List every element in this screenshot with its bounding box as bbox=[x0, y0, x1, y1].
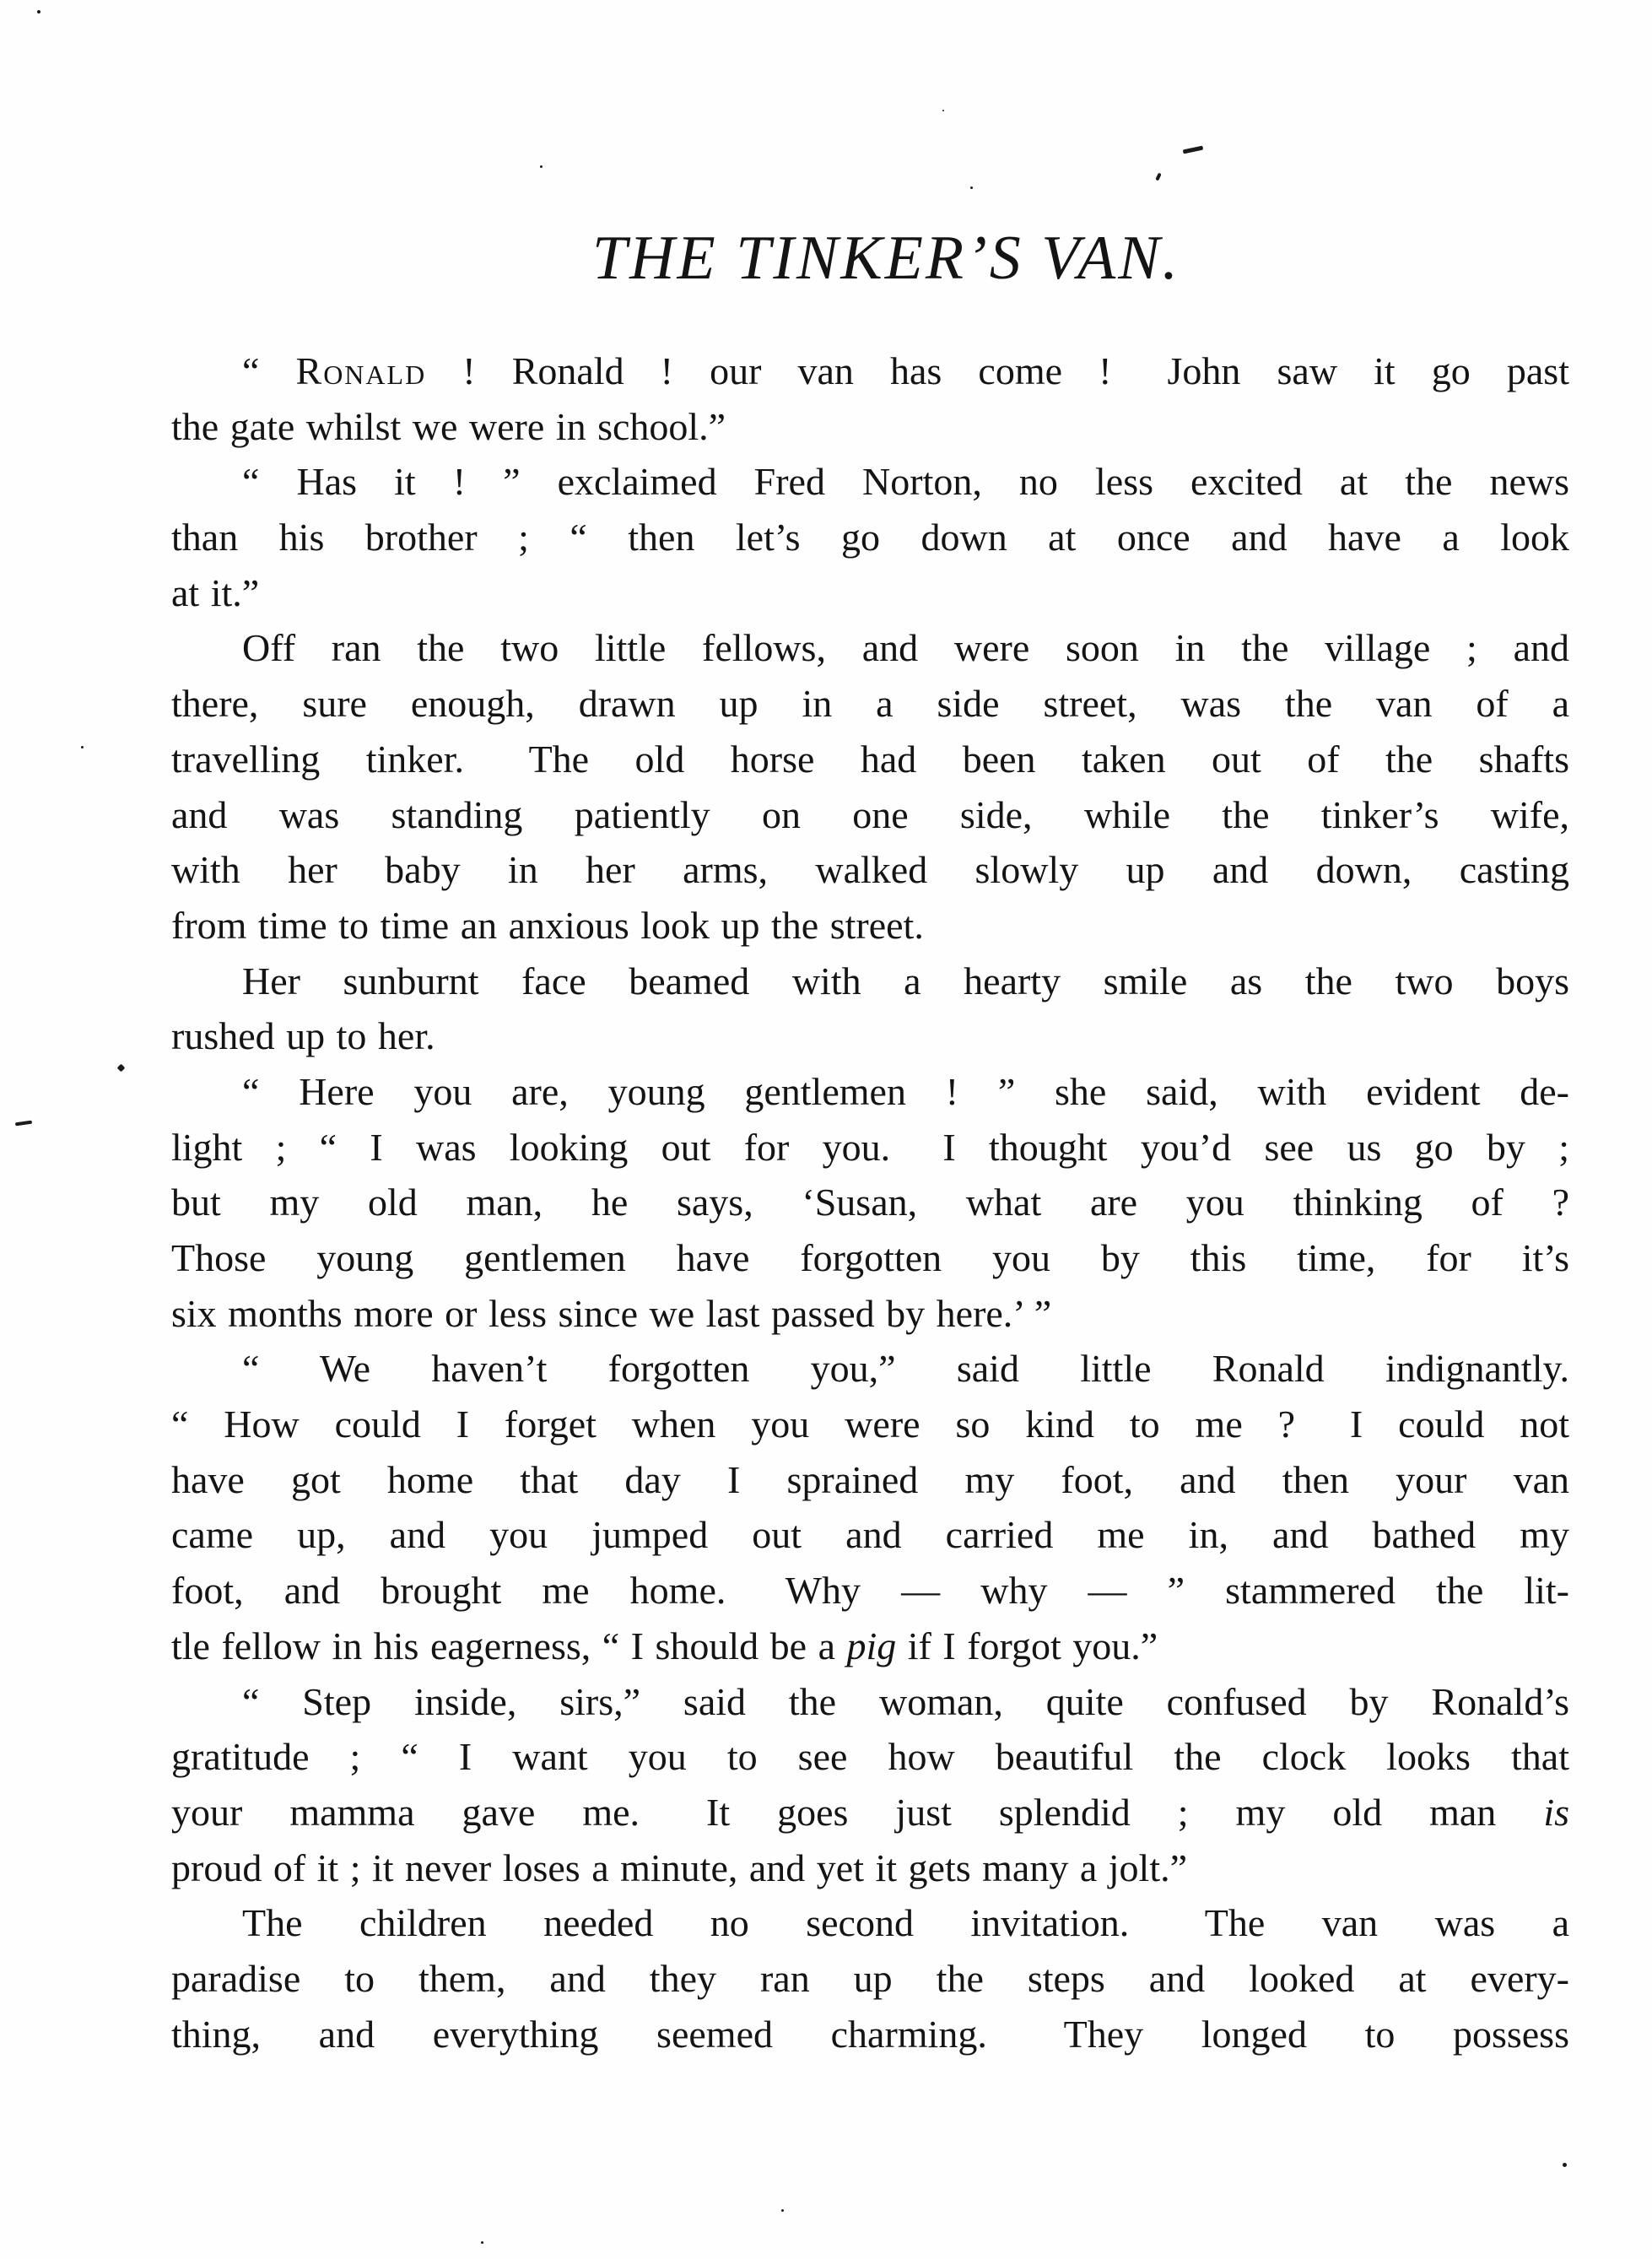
scan-speck bbox=[781, 2209, 784, 2212]
page-text bbox=[171, 343, 1569, 2062]
text-run: Those young gentlemen have forgotten you by this time, for it’s bbox=[171, 1236, 1569, 1279]
text-line bbox=[171, 1951, 1569, 2007]
text-run: your mamma gave me. It goes just splendid ; my old man bbox=[171, 1790, 1544, 1834]
scan-speck bbox=[1183, 146, 1204, 154]
text-run: with her baby in her arms, walked slowly up and down, casting bbox=[171, 848, 1569, 892]
text-line bbox=[171, 1286, 1569, 1342]
text-line bbox=[171, 898, 1569, 954]
text-run: The children needed no second invitation. The van was a bbox=[242, 1901, 1569, 1945]
text-run: six months more or less since we last passed by here.’ ” bbox=[171, 1291, 1052, 1335]
text-run: “ Here you are, young gentlemen ! ” she said, with evident de- bbox=[242, 1069, 1569, 1113]
text-line bbox=[171, 565, 1569, 621]
text-line bbox=[171, 1785, 1569, 1840]
scan-speck bbox=[15, 1121, 32, 1127]
text-line bbox=[171, 1397, 1569, 1452]
text-run: paradise to them, and they ran up the steps and looked at every- bbox=[171, 1956, 1569, 2000]
text-line bbox=[171, 343, 1569, 399]
text-line bbox=[171, 1341, 1569, 1397]
text-run: “ We haven’t forgotten you,” said little Ronald indignantly. bbox=[242, 1347, 1569, 1391]
text-line bbox=[171, 1120, 1569, 1175]
text-run: travelling tinker. The old horse had been taken out of the shafts bbox=[171, 737, 1569, 781]
text-run: there, sure enough, drawn up in a side street, was the van of a bbox=[171, 682, 1569, 726]
text-run: Off ran the two little fellows, and were soon in the village ; and bbox=[242, 626, 1569, 670]
scan-speck bbox=[37, 10, 40, 14]
text-run: from time to time an anxious look up the street. bbox=[171, 903, 924, 947]
text-run: “ bbox=[242, 349, 296, 392]
text-line bbox=[171, 1008, 1569, 1064]
scan-speck bbox=[1155, 173, 1161, 181]
scan-speck bbox=[1563, 2163, 1567, 2167]
text-run: ! Ronald ! our van has come ! John saw it go past bbox=[426, 349, 1569, 392]
text-line bbox=[171, 1507, 1569, 1563]
text-run: tle fellow in his eagerness, “ I should be a bbox=[171, 1624, 847, 1667]
text-run: “ Step inside, sirs,” said the woman, quite confused by Ronald’s bbox=[242, 1679, 1569, 1723]
scan-speck bbox=[942, 110, 944, 111]
text-run: if I forgot you.” bbox=[896, 1624, 1158, 1667]
text-run: but my old man, he says, ‘Susan, what are you thinking of ? bbox=[171, 1181, 1569, 1224]
text-run: “ How could I forget when you were so kind to me ? I could not bbox=[171, 1402, 1569, 1446]
text-line bbox=[171, 1619, 1569, 1674]
text-line bbox=[171, 1840, 1569, 1896]
text-run: and was standing patiently on one side, while the tinker’s wife, bbox=[171, 792, 1569, 836]
text-line bbox=[171, 454, 1569, 510]
text-line bbox=[171, 1452, 1569, 1508]
text-line bbox=[171, 1230, 1569, 1286]
scan-speck bbox=[970, 186, 973, 189]
text-line bbox=[171, 842, 1569, 898]
scan-speck bbox=[540, 165, 543, 168]
text-run: the gate whilst we were in school.” bbox=[171, 404, 726, 448]
text-line bbox=[171, 510, 1569, 565]
text-line bbox=[171, 1064, 1569, 1120]
text-run: gratitude ; “ I want you to see how beautiful the clock looks that bbox=[171, 1735, 1569, 1779]
page-title: THE TINKER’S VAN. bbox=[591, 224, 1181, 293]
small-caps-run: Ronald bbox=[295, 349, 427, 392]
text-line bbox=[171, 732, 1569, 787]
text-line bbox=[171, 1674, 1569, 1730]
text-line bbox=[171, 399, 1569, 455]
scan-speck bbox=[81, 746, 84, 748]
text-run: foot, and brought me home. Why — why — ” stammered the lit- bbox=[171, 1569, 1569, 1613]
text-line bbox=[171, 1175, 1569, 1230]
text-line bbox=[171, 620, 1569, 676]
text-line bbox=[171, 1729, 1569, 1785]
text-run: light ; “ I was looking out for you. I thought you’d see us go by ; bbox=[171, 1125, 1569, 1169]
text-run: have got home that day I sprained my foot, and then your van bbox=[171, 1457, 1569, 1501]
scan-speck bbox=[117, 1064, 126, 1073]
text-line bbox=[171, 2007, 1569, 2062]
text-line bbox=[171, 1563, 1569, 1619]
text-line bbox=[171, 676, 1569, 732]
text-run: came up, and you jumped out and carried me in, and bathed my bbox=[171, 1513, 1569, 1557]
text-run: Her sunburnt face beamed with a hearty smile as the two boys bbox=[242, 959, 1569, 1002]
text-run: proud of it ; it never loses a minute, and yet it gets many a jolt.” bbox=[171, 1846, 1188, 1889]
text-run: thing, and everything seemed charming. They longed to possess bbox=[171, 2012, 1569, 2056]
text-line bbox=[171, 1895, 1569, 1951]
italic-run: pig bbox=[846, 1624, 897, 1667]
text-line bbox=[171, 954, 1569, 1009]
text-run: than his brother ; “ then let’s go down at once and have a look bbox=[171, 516, 1569, 559]
text-run: rushed up to her. bbox=[171, 1014, 435, 1058]
text-line bbox=[171, 787, 1569, 843]
text-run: “ Has it ! ” exclaimed Fred Norton, no less excited at the news bbox=[242, 460, 1569, 504]
text-run: at it.” bbox=[171, 570, 260, 614]
italic-run: is bbox=[1543, 1790, 1569, 1834]
scan-speck bbox=[481, 2241, 483, 2244]
